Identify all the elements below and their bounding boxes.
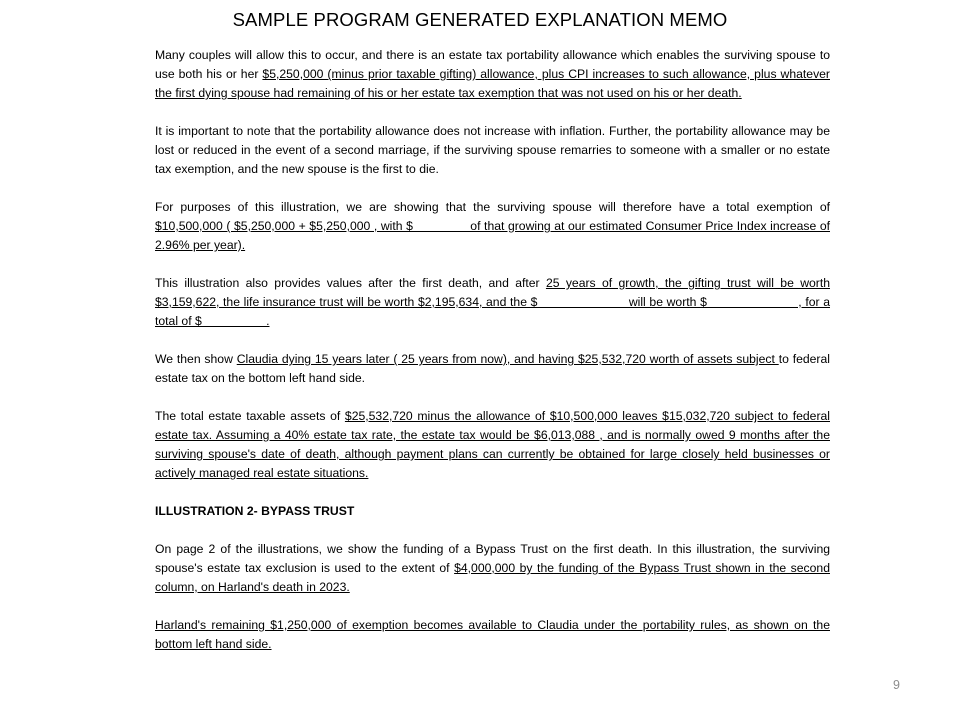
paragraph-total-exemption	[155, 198, 830, 255]
page-number: 9	[893, 678, 900, 692]
underlined-text: 25 years of growth, the gifting trust will be worth $3,159,622, the life insurance trust will be worth $2,195,634, and the $ will be worth $ , for a total of $ .	[155, 276, 830, 328]
paragraph-harland-exemption	[155, 616, 830, 654]
paragraph-portability-note	[155, 122, 830, 179]
paragraph-text: The total estate taxable assets of	[155, 409, 345, 423]
underlined-text: $5,250,000 (minus prior taxable gifting) allowance, plus CPI increases to such allowance, plus whatever the first dying spouse had remaining of his or her estate tax exemption that was not used on his or her death.	[155, 67, 830, 100]
paragraph-text: On page 2 of the illustrations, we show the funding of a Bypass Trust on the first death. In this illustration, the surviving spouse's estate tax exclusion is used to the extent of	[155, 542, 830, 575]
paragraph-values-after-death	[155, 274, 830, 331]
paragraph-portability-allowance	[155, 46, 830, 103]
paragraph-text: Many couples will allow this to occur, and there is an estate tax portability allowance which enables the surviving spouse to use both his or her	[155, 48, 830, 81]
section-heading: ILLUSTRATION 2- BYPASS TRUST	[155, 504, 355, 518]
paragraph-claudia-death	[155, 350, 830, 388]
paragraph-text: This illustration also provides values after the first death, and after	[155, 276, 546, 290]
paragraph-bypass-trust	[155, 540, 830, 597]
paragraph-text: For purposes of this illustration, we are showing that the surviving spouse will therefore have a total exemption of	[155, 200, 830, 214]
paragraph-estate-tax	[155, 407, 830, 483]
underlined-text: Harland's remaining $1,250,000 of exemption becomes available to Claudia under the portability rules, as shown on the bottom left hand side.	[155, 618, 830, 651]
underlined-text: Claudia dying 15 years later ( 25 years from now), and having $25,532,720 worth of assets subject	[236, 352, 779, 366]
paragraph-text: to federal estate tax on the bottom left hand side.	[155, 352, 830, 385]
underlined-text: $25,532,720 minus the allowance of $10,500,000 leaves $15,032,720 subject to federal estate tax. Assuming a 40% estate tax rate, the estate tax would be $6,013,088 , and is normally owed 9 months after the surviving spouse's date of death, although payment plans can currently be obtained for large closely held businesses or actively managed real estate situations.	[155, 409, 830, 480]
memo-body	[155, 46, 830, 673]
paragraph-text: It is important to note that the portability allowance does not increase with inflation. Further, the portability allowance may be lost or reduced in the event of a second marriage, if the surviving spouse remarries to someone with a smaller or no estate tax exemption, and the new spouse is the first to die.	[155, 124, 830, 176]
paragraph-text: We then show	[155, 352, 237, 366]
memo-title: SAMPLE PROGRAM GENERATED EXPLANATION MEMO	[232, 9, 728, 30]
underlined-text: $10,500,000 ( $5,250,000 + $5,250,000 , with $ of that growing at our estimated Consumer Price Index increase of 2.96% per year).	[155, 219, 830, 252]
underlined-text: $4,000,000 by the funding of the Bypass Trust shown in the second column, on Harland's death in 2023.	[155, 561, 830, 594]
